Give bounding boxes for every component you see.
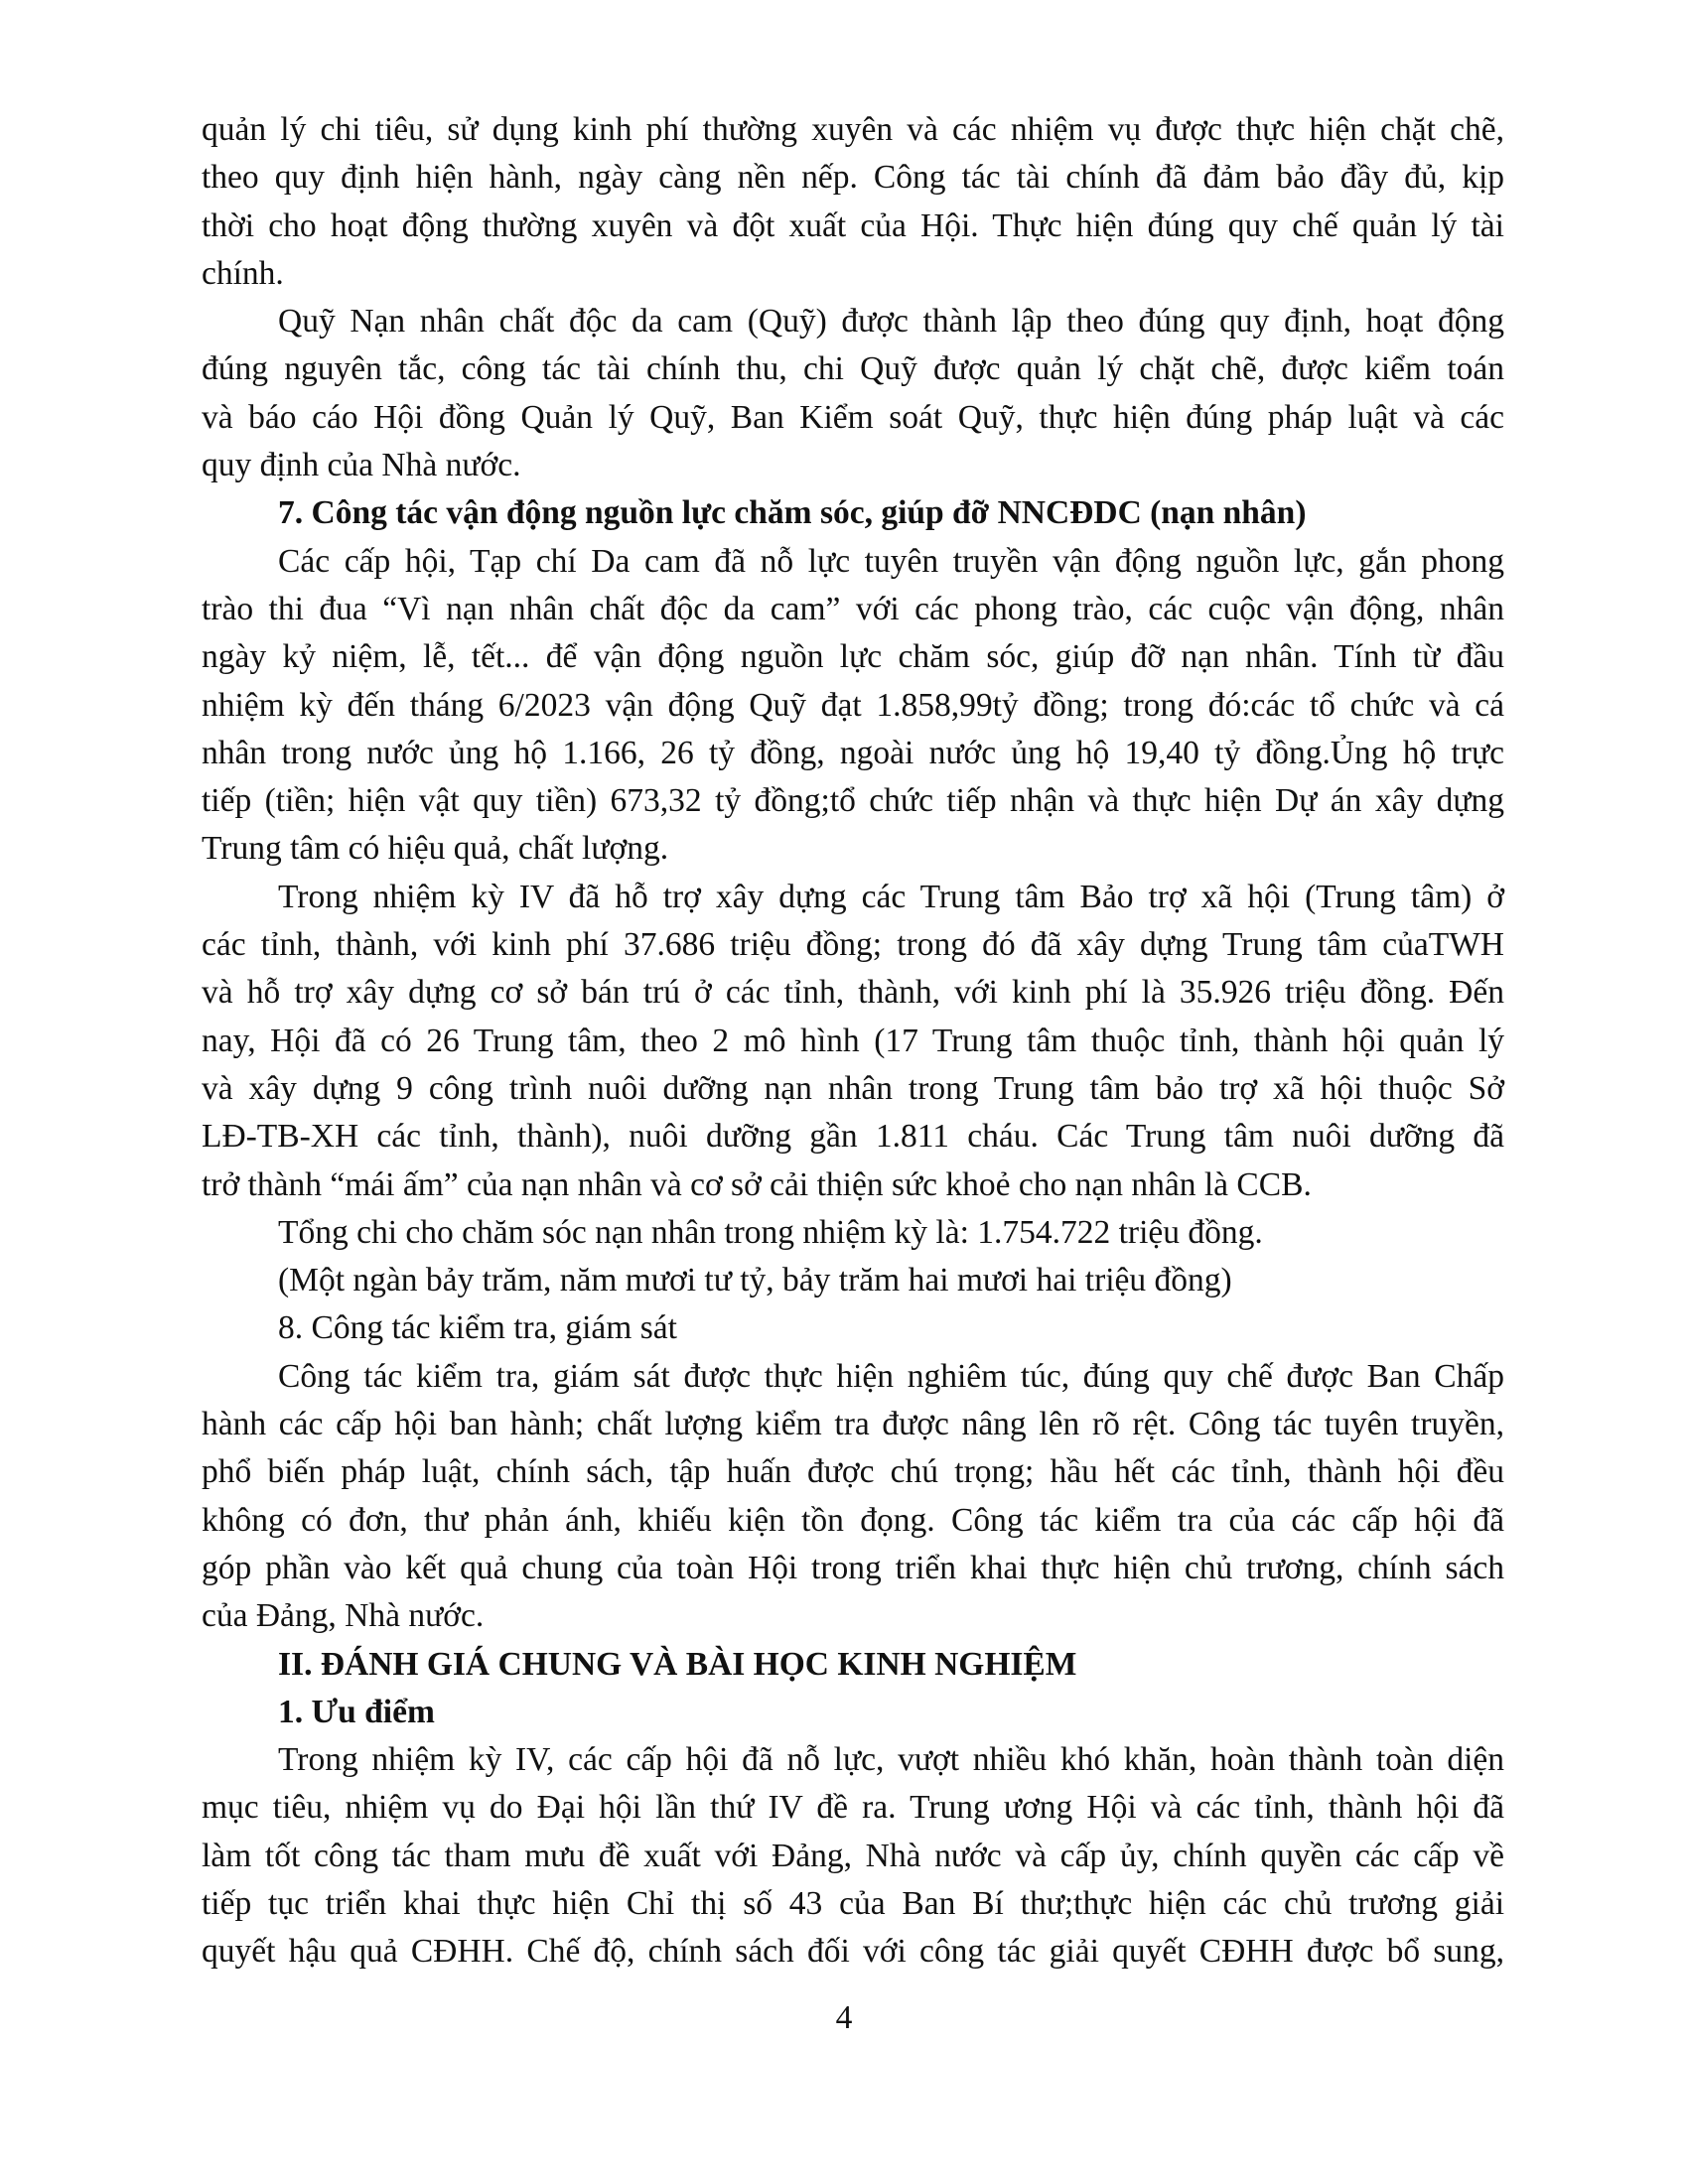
text-line: Tổng chi cho chăm sóc nạn nhân trong nhiệm kỳ là: 1.754.722 triệu đồng.	[278, 1213, 1263, 1251]
text-line: của Đảng, Nhà nước.	[202, 1597, 485, 1635]
text-line: nay, Hội đã có 26 Trung tâm, theo 2 mô hình (17 Trung tâm thuộc tỉnh, thành hội quản lý	[202, 1022, 1504, 1059]
text-line: nhiệm kỳ đến tháng 6/2023 vận động Quỹ đạt 1.858,99tỷ đồng; trong đó:các tổ chức và cá	[202, 686, 1504, 724]
text-line: góp phần vào kết quả chung của toàn Hội trong triển khai thực hiện chủ trương, chính sách	[202, 1549, 1504, 1586]
text-line: Quỹ Nạn nhân chất độc da cam (Quỹ) được thành lập theo đúng quy định, hoạt động	[278, 303, 1504, 341]
text-line: nhân trong nước ủng hộ 1.166, 26 tỷ đồng, ngoài nước ủng hộ 19,40 tỷ đồng.Ủng hộ trực	[202, 734, 1504, 771]
text-line: tiếp (tiền; hiện vật quy tiền) 673,32 tỷ đồng;tổ chức tiếp nhận và thực hiện Dự án xây dựng	[202, 782, 1504, 820]
section-heading: 1. Ưu điểm	[278, 1693, 435, 1730]
text-line: hành các cấp hội ban hành; chất lượng kiểm tra được nâng lên rõ rệt. Công tác tuyên truyền,	[202, 1406, 1504, 1443]
text-line: Trung tâm có hiệu quả, chất lượng.	[202, 830, 669, 868]
text-line: chính.	[202, 254, 284, 292]
text-line: không có đơn, thư phản ánh, khiếu kiện tồn đọng. Công tác kiểm tra của các cấp hội đã	[202, 1501, 1504, 1539]
text-line: tiếp tục triển khai thực hiện Chỉ thị số 43 của Ban Bí thư;thực hiện các chủ trương giải	[202, 1884, 1504, 1922]
page-number: 4	[835, 1999, 853, 2036]
text-line: trở thành “mái ấm” của nạn nhân và cơ sở cải thiện sức khoẻ cho nạn nhân là CCB.	[202, 1165, 1312, 1203]
text-line: phổ biến pháp luật, chính sách, tập huấn được chú trọng; hầu hết các tỉnh, thành hội đều	[202, 1453, 1504, 1491]
text-line: đúng nguyên tắc, công tác tài chính thu, chi Quỹ được quản lý chặt chẽ, được kiểm toán	[202, 350, 1504, 388]
text-line: và xây dựng 9 công trình nuôi dưỡng nạn nhân trong Trung tâm bảo trợ xã hội thuộc Sở	[202, 1069, 1504, 1107]
text-line: Công tác kiểm tra, giám sát được thực hiện nghiêm túc, đúng quy chế được Ban Chấp	[278, 1357, 1504, 1395]
text-line: ngày kỷ niệm, lễ, tết... để vận động nguồn lực chăm sóc, giúp đỡ nạn nhân. Tính từ đầu	[202, 638, 1504, 676]
text-line: làm tốt công tác tham mưu đề xuất với Đảng, Nhà nước và cấp ủy, chính quyền các cấp về	[202, 1837, 1504, 1874]
section-heading: II. ĐÁNH GIÁ CHUNG VÀ BÀI HỌC KINH NGHIỆM	[278, 1645, 1077, 1683]
text-line: Các cấp hội, Tạp chí Da cam đã nỗ lực tuyên truyền vận động nguồn lực, gắn phong	[278, 542, 1504, 580]
document-body	[202, 106, 1504, 1977]
text-line: thời cho hoạt động thường xuyên và đột xuất của Hội. Thực hiện đúng quy chế quản lý tài	[202, 206, 1504, 244]
text-line: trào thi đua “Vì nạn nhân chất độc da cam” với các phong trào, các cuộc vận động, nhân	[202, 590, 1504, 627]
text-line: và báo cáo Hội đồng Quản lý Quỹ, Ban Kiểm soát Quỹ, thực hiện đúng pháp luật và các	[202, 398, 1504, 436]
text-line: Trong nhiệm kỳ IV, các cấp hội đã nỗ lực, vượt nhiều khó khăn, hoàn thành toàn diện	[278, 1741, 1504, 1779]
text-line: quy định của Nhà nước.	[202, 447, 521, 484]
section-heading: 7. Công tác vận động nguồn lực chăm sóc, giúp đỡ NNCĐDC (nạn nhân)	[278, 494, 1307, 532]
text-line: 8. Công tác kiểm tra, giám sát	[278, 1309, 677, 1347]
text-line: theo quy định hiện hành, ngày càng nền nếp. Công tác tài chính đã đảm bảo đầy đủ, kịp	[202, 159, 1504, 197]
text-line: Trong nhiệm kỳ IV đã hỗ trợ xây dựng các Trung tâm Bảo trợ xã hội (Trung tâm) ở	[278, 878, 1504, 915]
text-line: mục tiêu, nhiệm vụ do Đại hội lần thứ IV đề ra. Trung ương Hội và các tỉnh, thành hội đã	[202, 1789, 1504, 1827]
text-line: và hỗ trợ xây dựng cơ sở bán trú ở các tỉnh, thành, với kinh phí là 35.926 triệu đồng. Đến	[202, 974, 1504, 1012]
text-line: (Một ngàn bảy trăm, năm mươi tư tỷ, bảy trăm hai mươi hai triệu đồng)	[278, 1262, 1232, 1299]
text-line: quyết hậu quả CĐHH. Chế độ, chính sách đối với công tác giải quyết CĐHH được bổ sung,	[202, 1933, 1504, 1971]
text-line: LĐ-TB-XH các tỉnh, thành), nuôi dưỡng gần 1.811 cháu. Các Trung tâm nuôi dưỡng đã	[202, 1118, 1504, 1156]
text-line: các tỉnh, thành, với kinh phí 37.686 triệu đồng; trong đó đã xây dựng Trung tâm củaTWH	[202, 926, 1504, 964]
text-line: quản lý chi tiêu, sử dụng kinh phí thường xuyên và các nhiệm vụ được thực hiện chặt chẽ,	[202, 111, 1504, 148]
